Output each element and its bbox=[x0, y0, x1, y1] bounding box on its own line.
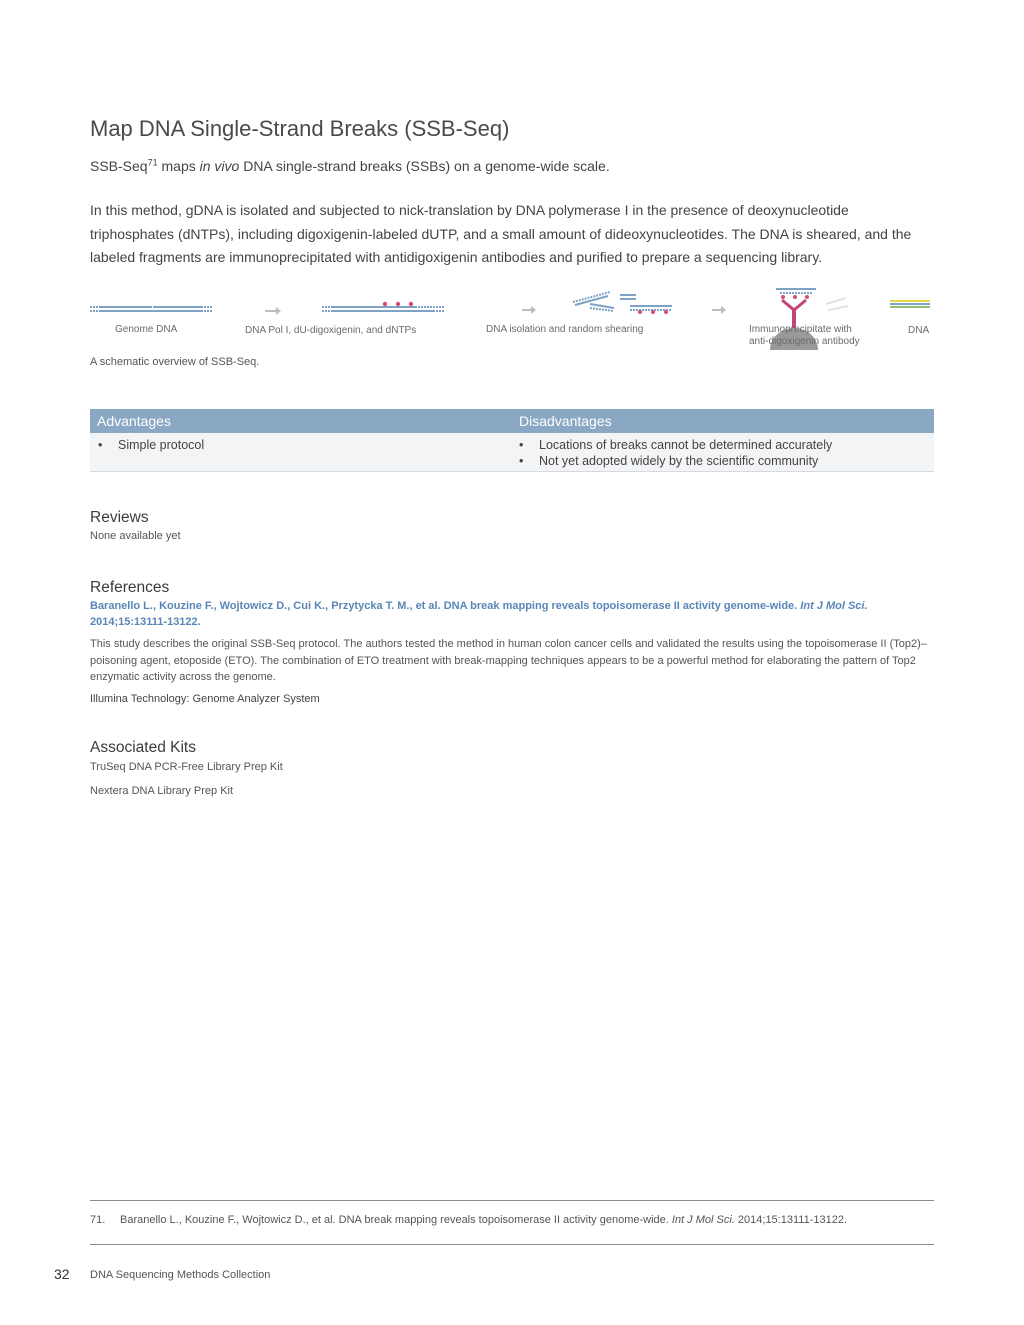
reviews-heading: Reviews bbox=[90, 509, 149, 526]
sheared-fragments-icon bbox=[573, 292, 672, 314]
header-advantages: Advantages bbox=[97, 413, 171, 429]
footnote-divider bbox=[90, 1200, 934, 1201]
ssb-seq-schematic bbox=[90, 284, 935, 350]
dna-library-icon bbox=[890, 301, 930, 307]
illumina-technology: Illumina Technology: Genome Analyzer System bbox=[90, 693, 320, 705]
kits-heading: Associated Kits bbox=[90, 739, 196, 756]
step-label-genome-dna: Genome DNA bbox=[115, 324, 178, 335]
kit-item[interactable]: Nextera DNA Library Prep Kit bbox=[90, 785, 234, 797]
reviews-text: None available yet bbox=[90, 530, 181, 542]
page-number: 32 bbox=[54, 1266, 70, 1282]
labeled-dna-icon bbox=[322, 302, 444, 311]
step-label-dna: DNA bbox=[908, 325, 930, 336]
step-label-shearing: DNA isolation and random shearing bbox=[486, 324, 644, 335]
arrow-icon bbox=[712, 306, 726, 314]
table-row: • Simple protocol • Locations of breaks cannot be determined accurately • Not yet adopted widely by the scientific community bbox=[90, 433, 934, 472]
figure-caption: A schematic overview of SSB-Seq. bbox=[90, 356, 260, 368]
table-header bbox=[90, 409, 934, 433]
kit-item[interactable]: TruSeq DNA PCR-Free Library Prep Kit bbox=[90, 761, 283, 773]
references-heading: References bbox=[90, 579, 170, 596]
footnote-ref[interactable]: 71 bbox=[147, 157, 158, 168]
header-disadvantages: Disadvantages bbox=[519, 413, 612, 429]
method-paragraph: In this method, gDNA is isolated and subjected to nick-translation by DNA polymerase I in the presence of deoxynucleotide triphosphates (dNTPs), including digoxigenin-labeled dUTP, and a small amount of dideoxynucleotides. The DNA is sheared, and the labeled fragments are immunoprecipitated with antidigoxigenin antibodies and purified to prepare a sequencing library. bbox=[90, 202, 912, 265]
reference-citation-link[interactable]: Baranello L., Kouzine F., Wojtowicz D., Cui K., Przytycka T. M., et al. DNA break mapping reveals topoisomerase II activity genome-wide. Int J Mol Sci. 2014;15:13111-13122. bbox=[90, 600, 868, 628]
intro-paragraph: SSB-Seq$^{71}$ maps in vivo DNA single-strand breaks (SSBs) on a genome-wide scale. bbox=[90, 157, 610, 174]
collection-title: DNA Sequencing Methods Collection bbox=[90, 1269, 271, 1281]
arrow-icon bbox=[265, 307, 281, 315]
step-label-immunoprecipitate: Immunoprecipitate with anti-digoxigenin antibody bbox=[749, 324, 860, 347]
arrow-icon bbox=[522, 306, 536, 314]
footer-divider bbox=[90, 1244, 934, 1245]
pros-cons-table bbox=[90, 409, 934, 472]
reference-summary: This study describes the original SSB-Seq protocol. The authors tested the method in human colon cancer cells and validated the results using the topoisomerase II (Top2)–poisoning agent, etoposide (ETO). The combination of ETO treatment with break-mapping techniques appears to be a powerful method for elaborating the pattern of Top2 enzymatic activity across the genome. bbox=[90, 638, 927, 683]
genome-dna-icon bbox=[90, 307, 212, 311]
page-title: Map DNA Single-Strand Breaks (SSB-Seq) bbox=[90, 116, 510, 141]
step-label-dna-pol: DNA Pol I, dU-digoxigenin, and dNTPs bbox=[245, 325, 417, 336]
